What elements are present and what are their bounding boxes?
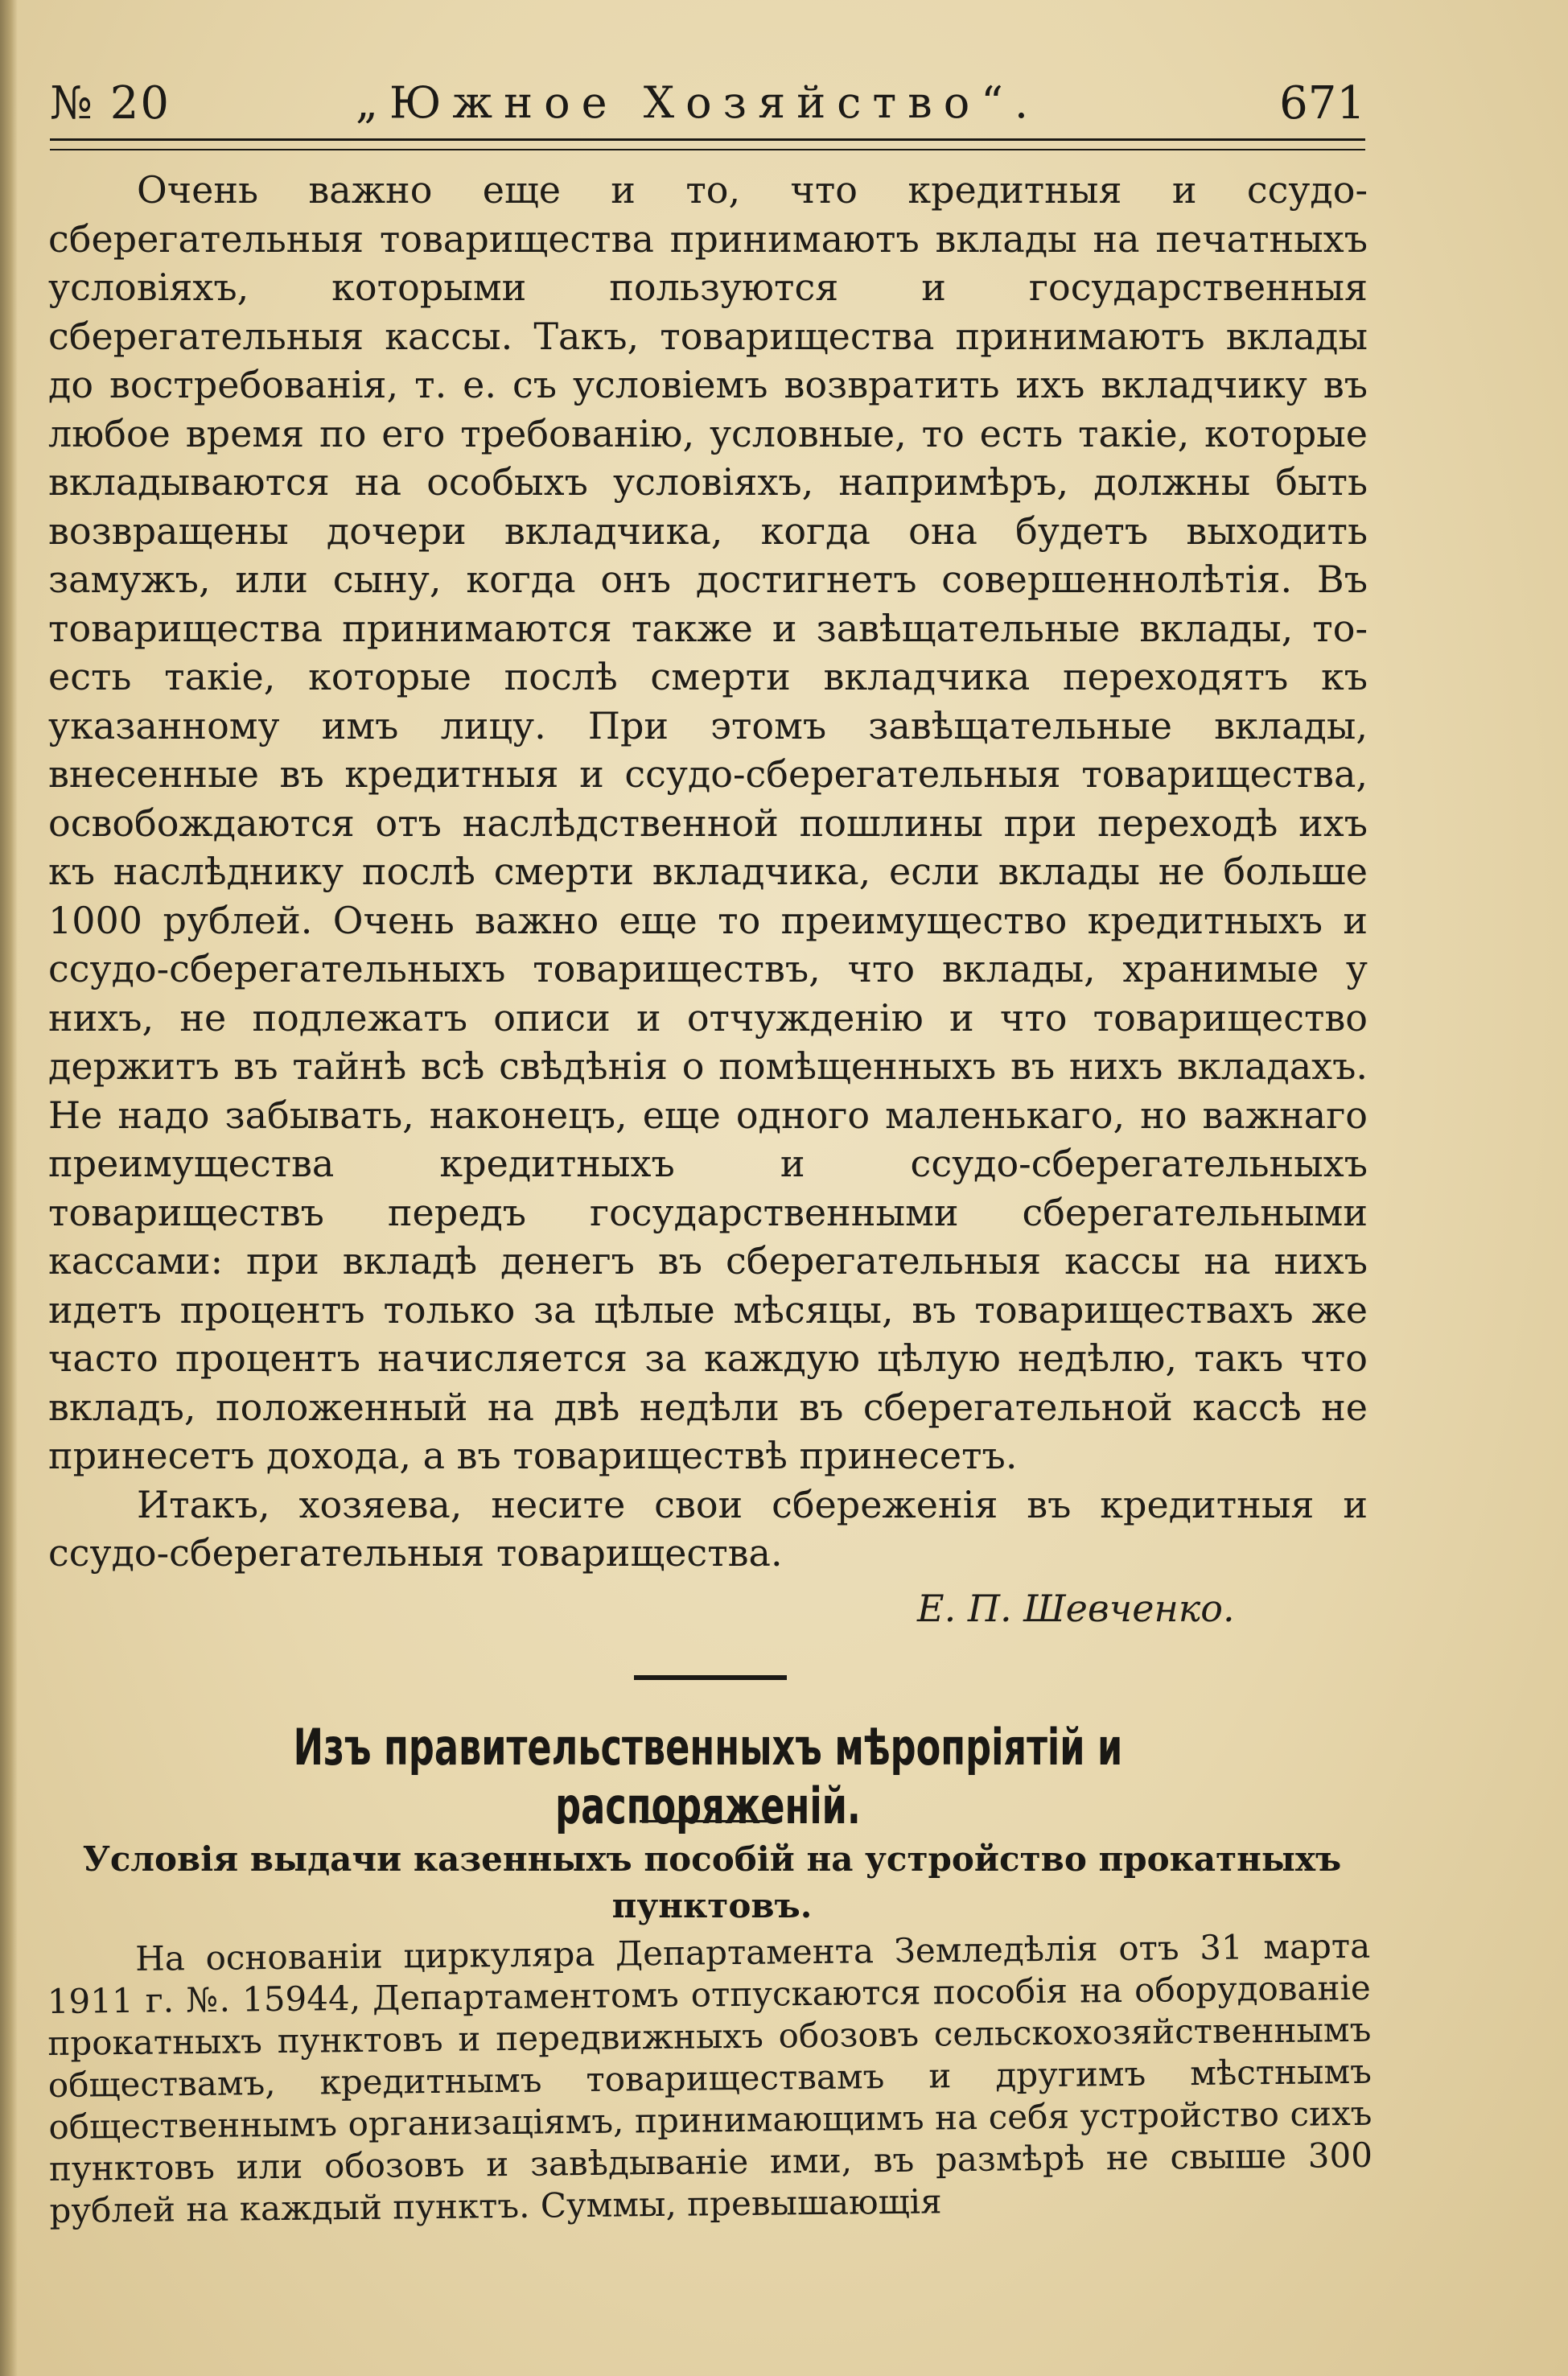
journal-title: „Южное Хозяйство“. — [356, 77, 1039, 128]
article-paragraph-2: Итакъ, хозяева, несите свои сбереженія въ кредитныя и ссудо-сберегательныя товарищества. — [48, 1482, 1368, 1575]
issue-number: № 20 — [50, 77, 171, 130]
page-number: 671 — [1279, 77, 1365, 130]
section-heading: Изъ правительственныхъ мѣропріятій и распоряженій. — [293, 1718, 1123, 1835]
running-header — [50, 74, 1365, 138]
section-subheading: Условія выдачи казенныхъ пособій на устройство прокатныхъ пунктовъ. — [82, 1839, 1342, 1925]
section-divider-rule — [634, 1675, 787, 1680]
header-double-rule — [50, 138, 1365, 150]
article-paragraph-1: Очень важно еще и то, что кредитныя и ссудо-сберегательныя товарищества принимаютъ вклады на печатныхъ условіяхъ, которыми пользуются и государственныя сберегательныя кассы. Такъ, товарищества принимаютъ вклады до востребованія, т. е. съ условіемъ возвратить ихъ вкладчику въ любое время по его требованію, условные, то есть такіе, которые вкладываются на особыхъ условіяхъ, напримѣръ, должны быть возвращены дочери вкладчика, когда она будетъ выходить замужъ, или сыну, когда онъ достигнетъ совершеннолѣтія. Въ товарищества принимаются также и завѣщательные вклады, то-есть такіе, которые послѣ смерти вкладчика переходятъ къ указанному имъ лицу. При этомъ завѣщательные вклады, внесенные въ кредитныя и ссудо-сберегательныя товарищества, освобождаются отъ наслѣдственной пошлины при переходѣ ихъ къ наслѣднику послѣ смерти вкладчика, если вклады не больше 1000 рублей. Очень важно еще то преимущество кредитныхъ и ссудо-сберегательныхъ товариществъ, что вклады, хранимые у нихъ, не подлежатъ описи и отчужденію и что товарищество держитъ въ тайнѣ всѣ свѣдѣнія о помѣщенныхъ въ нихъ вкладахъ. Не надо забывать, наконецъ, еще одного маленькаго, но важнаго преимущества кредитныхъ и ссудо-сберегательныхъ товариществъ передъ государственными сберегательными кассами: при вкладѣ денегъ въ сберегательныя кассы на нихъ идетъ процентъ только за цѣлые мѣсяцы, въ товариществахъ же часто процентъ начисляется за каждую цѣлую недѣлю, такъ что вкладъ, положенный на двѣ недѣли въ сберегательной кассѣ не принесетъ дохода, а въ товариществѣ принесетъ. — [48, 168, 1368, 1477]
heading-underline-rule — [640, 1820, 780, 1822]
article-author: Е. П. Шевченко. — [917, 1587, 1235, 1630]
article-body — [48, 166, 1368, 1578]
section-body — [47, 1925, 1373, 2232]
section-paragraph: На основаніи циркуляра Департамента Земледѣлія отъ 31 марта 1911 г. №. 15944, Департаментомъ отпускаются пособія на оборудованіе прокатныхъ пунктовъ и передвижныхъ обозовъ сельскохозяйственнымъ обществамъ, кредитнымъ товариществамъ и другимъ мѣстнымъ общественнымъ организаціямъ, принимающимъ на себя устройство сихъ пунктовъ или обозовъ и завѣдываніе ими, въ размѣрѣ не свыше 300 рублей на каждый пунктъ. Суммы, превышающія — [47, 1925, 1373, 2230]
